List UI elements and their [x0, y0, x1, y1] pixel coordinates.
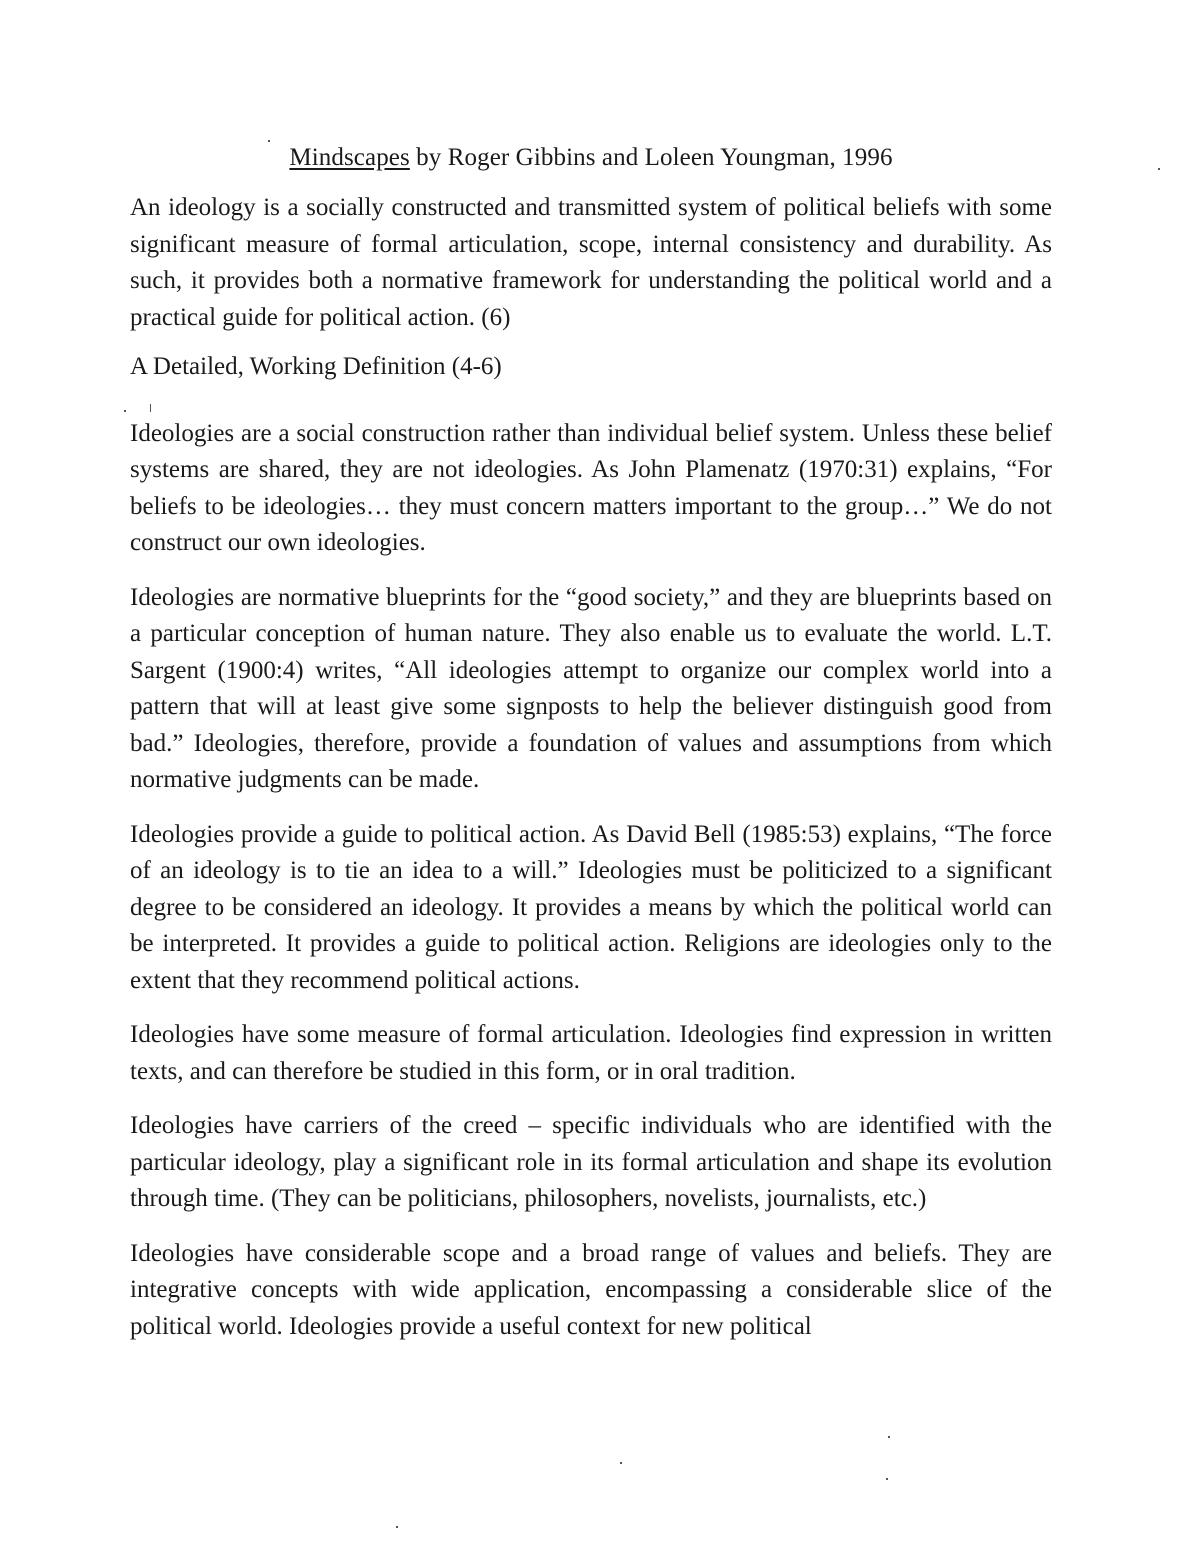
scan-speck: [620, 1462, 622, 1464]
scan-speck: [150, 404, 151, 412]
paragraph-normative-blueprints: Ideologies are normative blueprints for the “good society,” and they are blueprints based on a particular conception of human nature. They also enable us to evaluate the world. L.T. Sargent (1900:4) writes, “All ideologies attempt to organize our complex world into a pattern that will at least give some signposts to help the believer distinguish good from bad.” Ideologies, therefore, provide a foundation of values and assumptions from which normative judgments can be made.: [130, 583, 1052, 793]
paragraph-scope: Ideologies have considerable scope and a broad range of values and beliefs. They are integrative concepts with wide application, encompassing a considerable slice of the political world. Ideologies provide a useful context for new political: [130, 1239, 1052, 1340]
title-byline: by Roger Gibbins and Loleen Youngman, 1996: [409, 144, 893, 171]
scan-speck: [124, 410, 126, 412]
book-title: Mindscapes: [289, 144, 410, 171]
paragraph-carriers-of-creed: Ideologies have carriers of the creed – specific individuals who are identified with the particular ideology, play a significant role in its formal articulation and shape its evolution through time. (They can be politicians, philosophers, novelists, journalists, etc.): [130, 1112, 1052, 1212]
scan-speck: [268, 140, 270, 142]
paragraph-guide-to-action: Ideologies provide a guide to political action. As David Bell (1985:53) explains, “The force of an ideology is to tie an idea to a will.” Ideologies must be politicized to a significant degree to be considered an ideology. It provides a means by which the political world can be interpreted. It provides a guide to political action. Religions are ideologies only to the extent that they recommend political actions.: [130, 820, 1052, 994]
paragraph-social-construction: Ideologies are a social construction rather than individual belief system. Unless these belief systems are shared, they are not ideologies. As John Plamenatz (1970:31) explains, “For beliefs to be ideologies… they must concern matters important to the group…” We do not construct our own ideologies.: [130, 419, 1052, 556]
scan-speck: [1158, 168, 1160, 170]
document-title: [130, 140, 1052, 176]
paragraph-formal-articulation: Ideologies have some measure of formal articulation. Ideologies find expression in written texts, and can therefore be studied in this form, or in oral tradition.: [130, 1021, 1052, 1085]
document-page: [130, 140, 1052, 1345]
scan-speck: [886, 1478, 888, 1480]
paragraph-definition: An ideology is a socially constructed and transmitted system of political beliefs with some significant measure of formal articulation, scope, internal consistency and durability. As such, it provides both a normative framework for understanding the political world and a practical guide for political action. (6): [130, 194, 1052, 331]
scan-speck: [396, 1526, 398, 1528]
scan-speck: [888, 1436, 890, 1438]
subheading: A Detailed, Working Definition (4-6): [130, 353, 502, 380]
